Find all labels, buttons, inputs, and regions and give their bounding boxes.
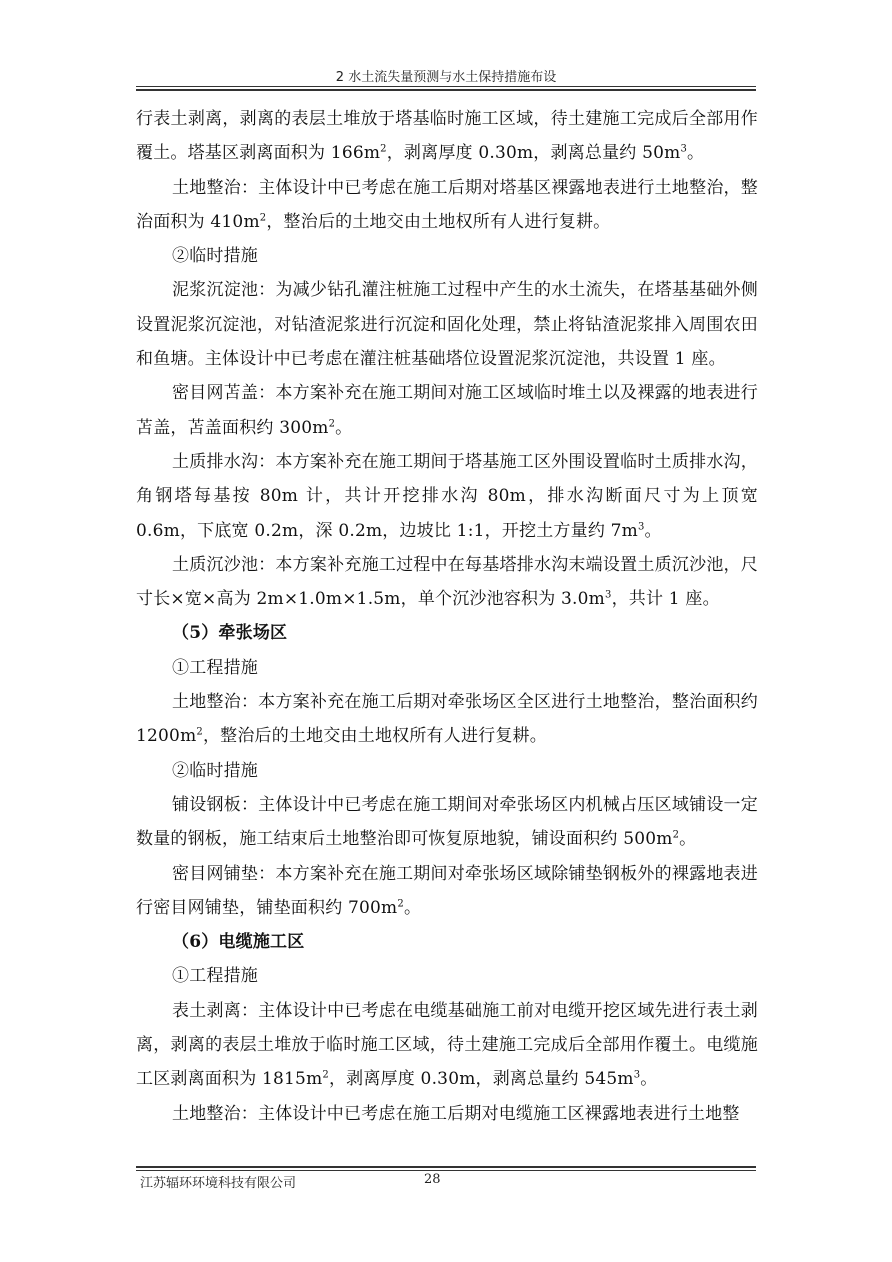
superscript: 2 (672, 829, 680, 841)
paragraph (136, 651, 758, 685)
header-rule-thick (136, 89, 756, 91)
paragraph (136, 857, 758, 926)
text-run: （6）电缆施工区 (172, 932, 305, 953)
superscript: 2 (259, 212, 267, 224)
superscript: 2 (397, 898, 404, 910)
section-heading (136, 925, 758, 959)
document-body (136, 102, 758, 1131)
paragraph (136, 959, 758, 993)
text-run: 土地整治：主体设计中已考虑在施工后期对电缆施工区裸露地表进行土地整 (172, 1103, 740, 1124)
superscript: 2 (380, 143, 387, 155)
text-run: ，剥离厚度 0.30m，剥离总量约 50m (386, 143, 681, 164)
text-run: ①工程措施 (172, 657, 258, 678)
text-run: ，整治后的土地交由土地权所有人进行复耕。 (202, 726, 547, 747)
paragraph (136, 754, 758, 788)
text-run: 表土剥离：主体设计中已考虑在电缆基础施工前对电缆开挖区域先进行表土剥离，剥离的表层土堆放于临时施工区域，待土建施工完成后全部用作覆土。电缆施工区剥离面积为 1815m (136, 1000, 758, 1090)
paragraph (136, 239, 758, 273)
text-run: 。 (640, 1069, 658, 1090)
text-run: 土质排水沟：本方案补充在施工期间于塔基施工区外围设置临时土质排水沟，角钢塔每基按 80m 计，共计开挖排水沟 80m，排水沟断面尺寸为上顶宽 0.6m，下底宽 0.2m，深 0.2m，边坡比 1:1，开挖土方量约 7m (136, 451, 758, 541)
header-rule (136, 86, 756, 87)
paragraph (136, 788, 758, 857)
running-header: 2 水土流失量预测与水土保持措施布设 (335, 70, 557, 85)
text-run: 密目网铺垫：本方案补充在施工期间对牵张场区域除铺垫钢板外的裸露地表进行密目网铺垫，铺垫面积约 700m (136, 863, 758, 918)
footer-rule-thick (136, 1166, 756, 1168)
text-run: 泥浆沉淀池：为减少钻孔灌注桩施工过程中产生的水土流失，在塔基基础外侧设置泥浆沉淀池，对钻渣泥浆进行沉淀和固化处理，禁止将钻渣泥浆排入周围农田和鱼塘。主体设计中已考虑在灌注桩基础塔位设置泥浆沉淀池，共设置 1 座。 (136, 280, 758, 370)
text-run: 。 (679, 829, 697, 850)
text-run: 土地整治：本方案补充在施工后期对牵张场区全区进行土地整治，整治面积约 1200m (136, 692, 758, 747)
text-run: ①工程措施 (172, 966, 258, 987)
superscript: 3 (637, 520, 645, 532)
paragraph (136, 445, 758, 548)
paragraph (136, 376, 758, 445)
footer-company: 江苏辐环环境科技有限公司 (140, 1176, 297, 1191)
paragraph (136, 102, 758, 171)
text-run: 密目网苫盖：本方案补充在施工期间对施工区域临时堆土以及裸露的地表进行苫盖，苫盖面积约 300m (136, 383, 758, 438)
section-heading (136, 616, 758, 650)
paragraph (136, 171, 758, 240)
text-run: 。 (403, 897, 422, 918)
paragraph (136, 685, 758, 754)
page-number: 28 (424, 1172, 441, 1187)
text-run: 。 (687, 143, 705, 164)
text-run: ，剥离厚度 0.30m，剥离总量约 545m (328, 1069, 634, 1090)
text-run: ，共计 1 座。 (611, 589, 720, 610)
text-run: 土质沉沙池：本方案补充施工过程中在每基塔排水沟末端设置土质沉沙池，尺寸长×宽×高为 2m×1.0m×1.5m，单个沉沙池容积为 3.0m (136, 554, 758, 610)
text-run: ②临时措施 (172, 760, 258, 781)
text-run: ②临时措施 (172, 246, 258, 267)
paragraph (136, 273, 758, 376)
superscript: 3 (680, 143, 688, 155)
paragraph (136, 548, 758, 617)
paragraph (136, 1097, 758, 1131)
superscript: 3 (605, 589, 612, 601)
text-run: 土地整治：主体设计中已考虑在施工后期对塔基区裸露地表进行土地整治，整治面积为 410m (136, 177, 758, 232)
text-run: 。 (644, 520, 662, 541)
text-run: 。 (335, 417, 353, 438)
text-run: 行表土剥离，剥离的表层土堆放于塔基临时施工区域，待土建施工完成后全部用作覆土。塔基区剥离面积为 166m (136, 109, 758, 164)
footer-rule (136, 1170, 756, 1171)
superscript: 3 (633, 1069, 641, 1081)
paragraph (136, 994, 758, 1097)
text-run: 铺设钢板：主体设计中已考虑在施工期间对牵张场区内机械占压区域铺设一定数量的钢板，施工结束后土地整治即可恢复原地貌，铺设面积约 500m (136, 794, 758, 850)
superscript: 2 (322, 1069, 329, 1081)
superscript: 2 (196, 726, 203, 738)
text-run: ，整治后的土地交由土地权所有人进行复耕。 (266, 211, 611, 232)
superscript: 2 (328, 418, 336, 430)
text-run: （5）牵张场区 (172, 623, 288, 644)
